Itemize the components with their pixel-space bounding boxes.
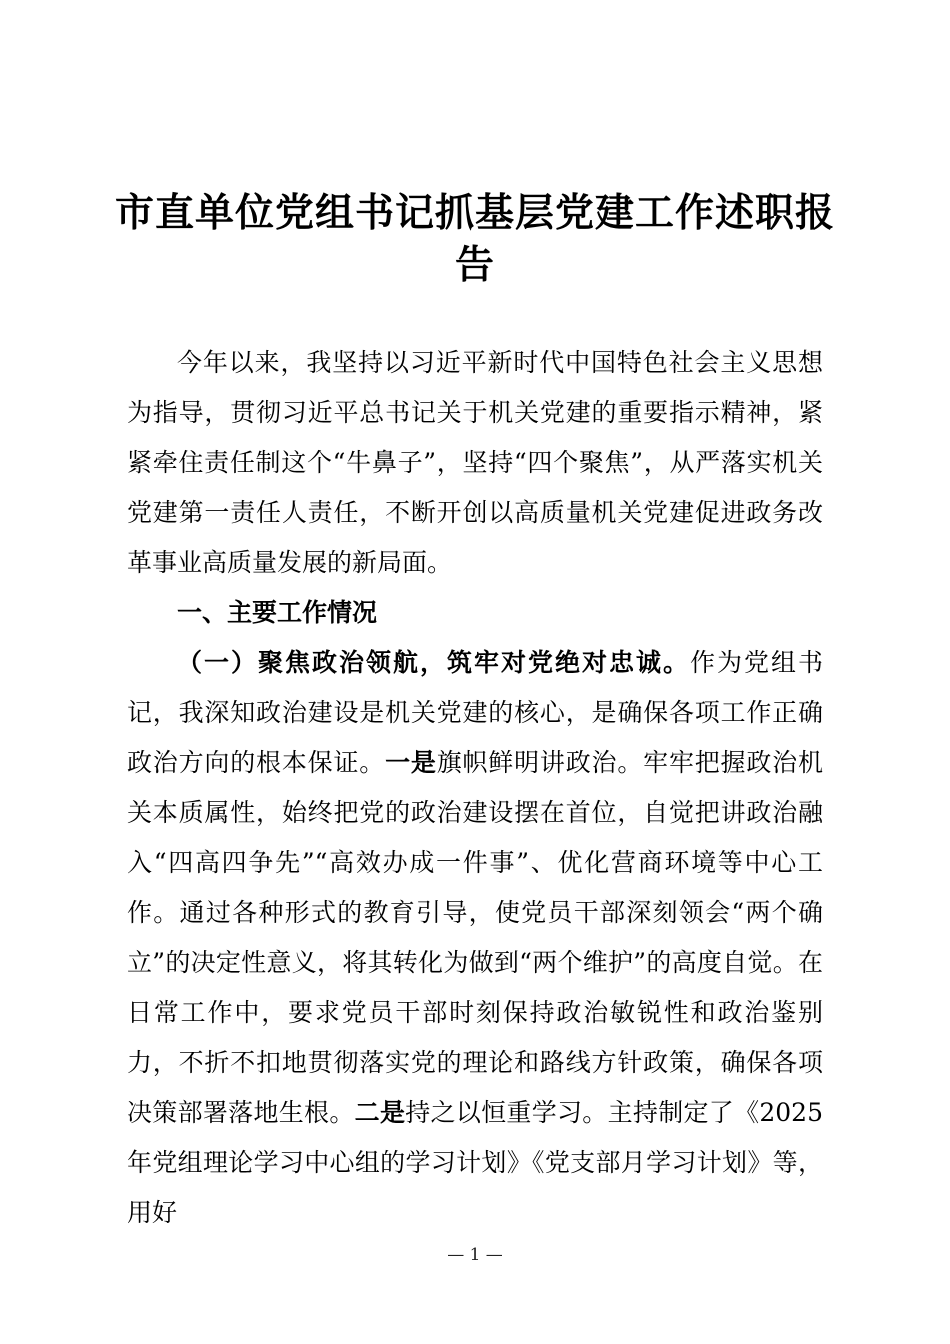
point-one-text: 旗帜鲜明讲政治。牢牢把握政治机关本质属性，始终把党的政治建设摆在首位，自觉把讲政治融入“四高四争先”“高效办成一件事”、优化营商环境等中心工作。通过各种形式的教育引导，使党员干部深刻领会“两个确立”的决定性意义，将其转化为做到“两个维护”的高度自觉。在日常工作中，要求党员干部时刻保持政治敏锐性和政治鉴别力，不折不扣地贯彻落实党的理论和路线方针政策，确保各项决策部署落地生根。 xyxy=(127,748,823,1127)
subsection-heading: （一）聚焦政治领航，筑牢对党绝对忠诚。 xyxy=(177,648,690,677)
page-number: — 1 — xyxy=(447,1245,503,1265)
point-two-label: 二是 xyxy=(354,1098,406,1127)
section-heading: 一、主要工作情况 xyxy=(177,598,378,627)
point-two-text: 持之以恒重学习。主持制定了《2025年党组理论学习中心组的学习计划》《党支部月学习计划》等，用好 xyxy=(127,1098,823,1227)
document-body xyxy=(127,338,823,1238)
subsection-paragraph xyxy=(127,638,823,1238)
subsection-text: 作为党组书记，我深知政治建设是机关党建的核心，是确保各项工作正确政治方向的根本保证。 xyxy=(127,648,823,777)
intro-paragraph: 今年以来，我坚持以习近平新时代中国特色社会主义思想为指导，贯彻习近平总书记关于机关党建的重要指示精神，紧紧牵住责任制这个“牛鼻子”，坚持“四个聚焦”，从严落实机关党建第一责任人责任，不断开创以高质量机关党建促进政务改革事业高质量发展的新局面。 xyxy=(127,348,823,577)
document-title: 市直单位党组书记抓基层党建工作述职报告 xyxy=(114,191,835,288)
point-one-label: 一是 xyxy=(385,748,437,777)
